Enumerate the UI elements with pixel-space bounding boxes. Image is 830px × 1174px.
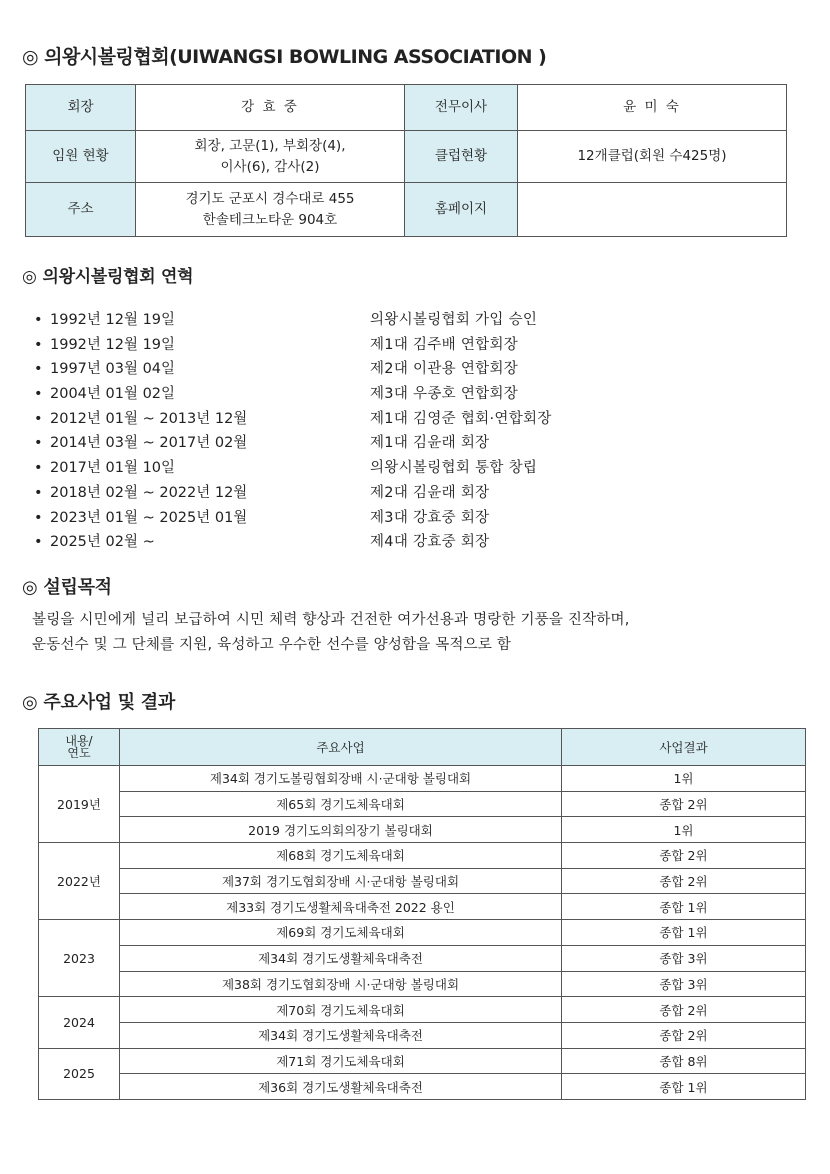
history-item xyxy=(34,481,674,506)
business-cell: 제38회 경기도협회장배 시·군대항 볼링대회 xyxy=(120,971,562,997)
business-cell: 제68회 경기도체육대회 xyxy=(120,843,562,869)
table-row xyxy=(39,1022,806,1048)
table-row xyxy=(39,971,806,997)
history-date: 1992년 12월 19일 xyxy=(50,312,176,328)
address-value xyxy=(136,183,405,237)
section-title-results xyxy=(22,688,175,714)
bullet-icon: • xyxy=(34,435,43,452)
section-title-text: 의왕시볼링협회 연혁 xyxy=(42,267,194,287)
business-cell: 제71회 경기도체육대회 xyxy=(120,1048,562,1074)
table-row xyxy=(39,997,806,1023)
address-label: 주소 xyxy=(26,183,136,237)
double-circle-icon: ◎ xyxy=(22,692,38,713)
history-description: 제1대 김윤래 회장 xyxy=(370,435,490,452)
result-cell: 종합 2위 xyxy=(562,997,806,1023)
history-item xyxy=(34,357,674,382)
purpose-text xyxy=(32,608,792,658)
bullet-icon: • xyxy=(34,386,43,403)
history-item xyxy=(34,431,674,456)
history-description: 제4대 강효중 회장 xyxy=(370,534,490,551)
bullet-icon: • xyxy=(34,509,43,526)
history-date: 1992년 12월 19일 xyxy=(50,336,176,353)
homepage-value xyxy=(518,183,787,237)
history-description: 의왕시볼링협회 통합 창립 xyxy=(370,460,538,477)
history-item xyxy=(34,407,674,432)
business-cell: 제69회 경기도체육대회 xyxy=(120,920,562,946)
history-date: 2017년 01월 10일 xyxy=(50,460,176,477)
history-description: 제3대 강효중 회장 xyxy=(370,509,490,526)
officers-line-2: 이사(6), 감사(2) xyxy=(220,158,320,175)
chair-value: 강 효 중 xyxy=(136,85,405,131)
clubs-label: 클럽현황 xyxy=(405,131,518,183)
result-cell: 종합 1위 xyxy=(562,894,806,920)
history-date: 2012년 01월 ~ 2013년 12월 xyxy=(50,410,248,427)
table-row xyxy=(39,843,806,869)
section-title-association xyxy=(22,42,546,69)
section-title-text: 설립목적 xyxy=(43,577,112,598)
bullet-icon: • xyxy=(34,484,43,501)
history-description: 제1대 김영준 협회·연합회장 xyxy=(370,410,552,427)
table-row xyxy=(39,920,806,946)
result-cell: 종합 2위 xyxy=(562,1022,806,1048)
result-cell: 종합 3위 xyxy=(562,971,806,997)
purpose-line-2: 운동선수 및 그 단체를 지원, 육성하고 우수한 선수를 양성함을 목적으로 함 xyxy=(32,637,512,653)
address-line-2: 한솔테크노타운 904호 xyxy=(202,211,338,228)
table-row xyxy=(39,817,806,843)
bullet-icon: • xyxy=(34,312,43,328)
table-row xyxy=(39,791,806,817)
bullet-icon: • xyxy=(34,460,43,477)
history-item xyxy=(34,308,674,333)
bullet-icon: • xyxy=(34,336,43,353)
result-cell: 1위 xyxy=(562,817,806,843)
officers-value xyxy=(136,131,405,183)
history-date: 2014년 03월 ~ 2017년 02월 xyxy=(50,435,248,452)
address-line-1: 경기도 군포시 경수대로 455 xyxy=(185,190,355,207)
table-row xyxy=(39,894,806,920)
history-item xyxy=(34,506,674,531)
business-cell: 제34회 경기도볼링협회장배 시·군대항 볼링대회 xyxy=(120,766,562,792)
purpose-line-1: 볼링을 시민에게 널리 보급하여 시민 체력 향상과 건전한 여가선용과 명랑한 기풍을 진작하며, xyxy=(32,612,630,628)
history-item xyxy=(34,456,674,481)
header-business: 주요사업 xyxy=(120,729,562,766)
business-cell: 제36회 경기도생활체육대축전 xyxy=(120,1074,562,1100)
business-cell: 제65회 경기도체육대회 xyxy=(120,791,562,817)
result-cell: 종합 1위 xyxy=(562,920,806,946)
table-row xyxy=(39,766,806,792)
table-row xyxy=(39,1048,806,1074)
business-cell: 제33회 경기도생활체육대축전 2022 용인 xyxy=(120,894,562,920)
bullet-icon: • xyxy=(34,534,43,551)
table-row xyxy=(26,85,787,131)
year-cell: 2022년 xyxy=(39,843,120,920)
header-year-line-1: 내용/ xyxy=(65,734,93,748)
result-cell: 종합 2위 xyxy=(562,868,806,894)
section-title-text: 주요사업 및 결과 xyxy=(43,692,175,713)
results-table xyxy=(38,728,806,1100)
bullet-icon: • xyxy=(34,410,43,427)
history-date: 2023년 01월 ~ 2025년 01월 xyxy=(50,509,248,526)
result-cell: 종합 3위 xyxy=(562,945,806,971)
business-cell: 제34회 경기도생활체육대축전 xyxy=(120,945,562,971)
table-header-row xyxy=(39,729,806,766)
section-title-history xyxy=(22,262,193,287)
result-cell: 종합 1위 xyxy=(562,1074,806,1100)
business-cell: 2019 경기도의회의장기 볼링대회 xyxy=(120,817,562,843)
director-value: 윤 미 숙 xyxy=(518,85,787,131)
history-description: 제1대 김주배 연합회장 xyxy=(370,336,519,353)
year-cell: 2023 xyxy=(39,920,120,997)
table-row xyxy=(39,1074,806,1100)
header-year-line-2: 연도 xyxy=(67,746,91,760)
table-row xyxy=(26,183,787,237)
officers-label: 임원 현황 xyxy=(26,131,136,183)
table-row xyxy=(26,131,787,183)
business-cell: 제70회 경기도체육대회 xyxy=(120,997,562,1023)
clubs-value: 12개클럽(회원 수425명) xyxy=(518,131,787,183)
association-info-table xyxy=(25,84,787,237)
year-cell: 2024 xyxy=(39,997,120,1048)
director-label: 전무이사 xyxy=(405,85,518,131)
history-description: 제3대 우종호 연합회장 xyxy=(370,386,519,403)
result-cell: 종합 2위 xyxy=(562,791,806,817)
history-date: 1997년 03월 04일 xyxy=(50,361,176,378)
section-title-purpose xyxy=(22,573,112,599)
table-row xyxy=(39,868,806,894)
double-circle-icon: ◎ xyxy=(22,577,38,598)
history-list xyxy=(34,308,674,555)
history-item xyxy=(34,333,674,358)
homepage-label: 홈페이지 xyxy=(405,183,518,237)
history-date: 2025년 02월 ~ xyxy=(50,534,155,551)
result-cell: 1위 xyxy=(562,766,806,792)
header-result: 사업결과 xyxy=(562,729,806,766)
section-title-text: 의왕시볼링협회(UIWANGSI BOWLING ASSOCIATION ) xyxy=(44,46,547,68)
year-cell: 2019년 xyxy=(39,766,120,843)
year-cell: 2025 xyxy=(39,1048,120,1099)
business-cell: 제37회 경기도협회장배 시·군대항 볼링대회 xyxy=(120,868,562,894)
chair-label: 회장 xyxy=(26,85,136,131)
officers-line-1: 회장, 고문(1), 부회장(4), xyxy=(194,137,346,154)
business-cell: 제34회 경기도생활체육대축전 xyxy=(120,1022,562,1048)
table-row xyxy=(39,945,806,971)
result-cell: 종합 8위 xyxy=(562,1048,806,1074)
history-description: 의왕시볼링협회 가입 승인 xyxy=(370,312,538,328)
bullet-icon: • xyxy=(34,361,43,378)
history-description: 제2대 김윤래 회장 xyxy=(370,484,490,501)
history-item xyxy=(34,382,674,407)
history-item xyxy=(34,530,674,555)
result-cell: 종합 2위 xyxy=(562,843,806,869)
history-description: 제2대 이관용 연합회장 xyxy=(370,361,519,378)
history-date: 2004년 01월 02일 xyxy=(50,386,176,403)
history-date: 2018년 02월 ~ 2022년 12월 xyxy=(50,484,248,501)
double-circle-icon: ◎ xyxy=(22,46,39,68)
header-year xyxy=(39,729,120,766)
double-circle-icon: ◎ xyxy=(22,267,37,287)
